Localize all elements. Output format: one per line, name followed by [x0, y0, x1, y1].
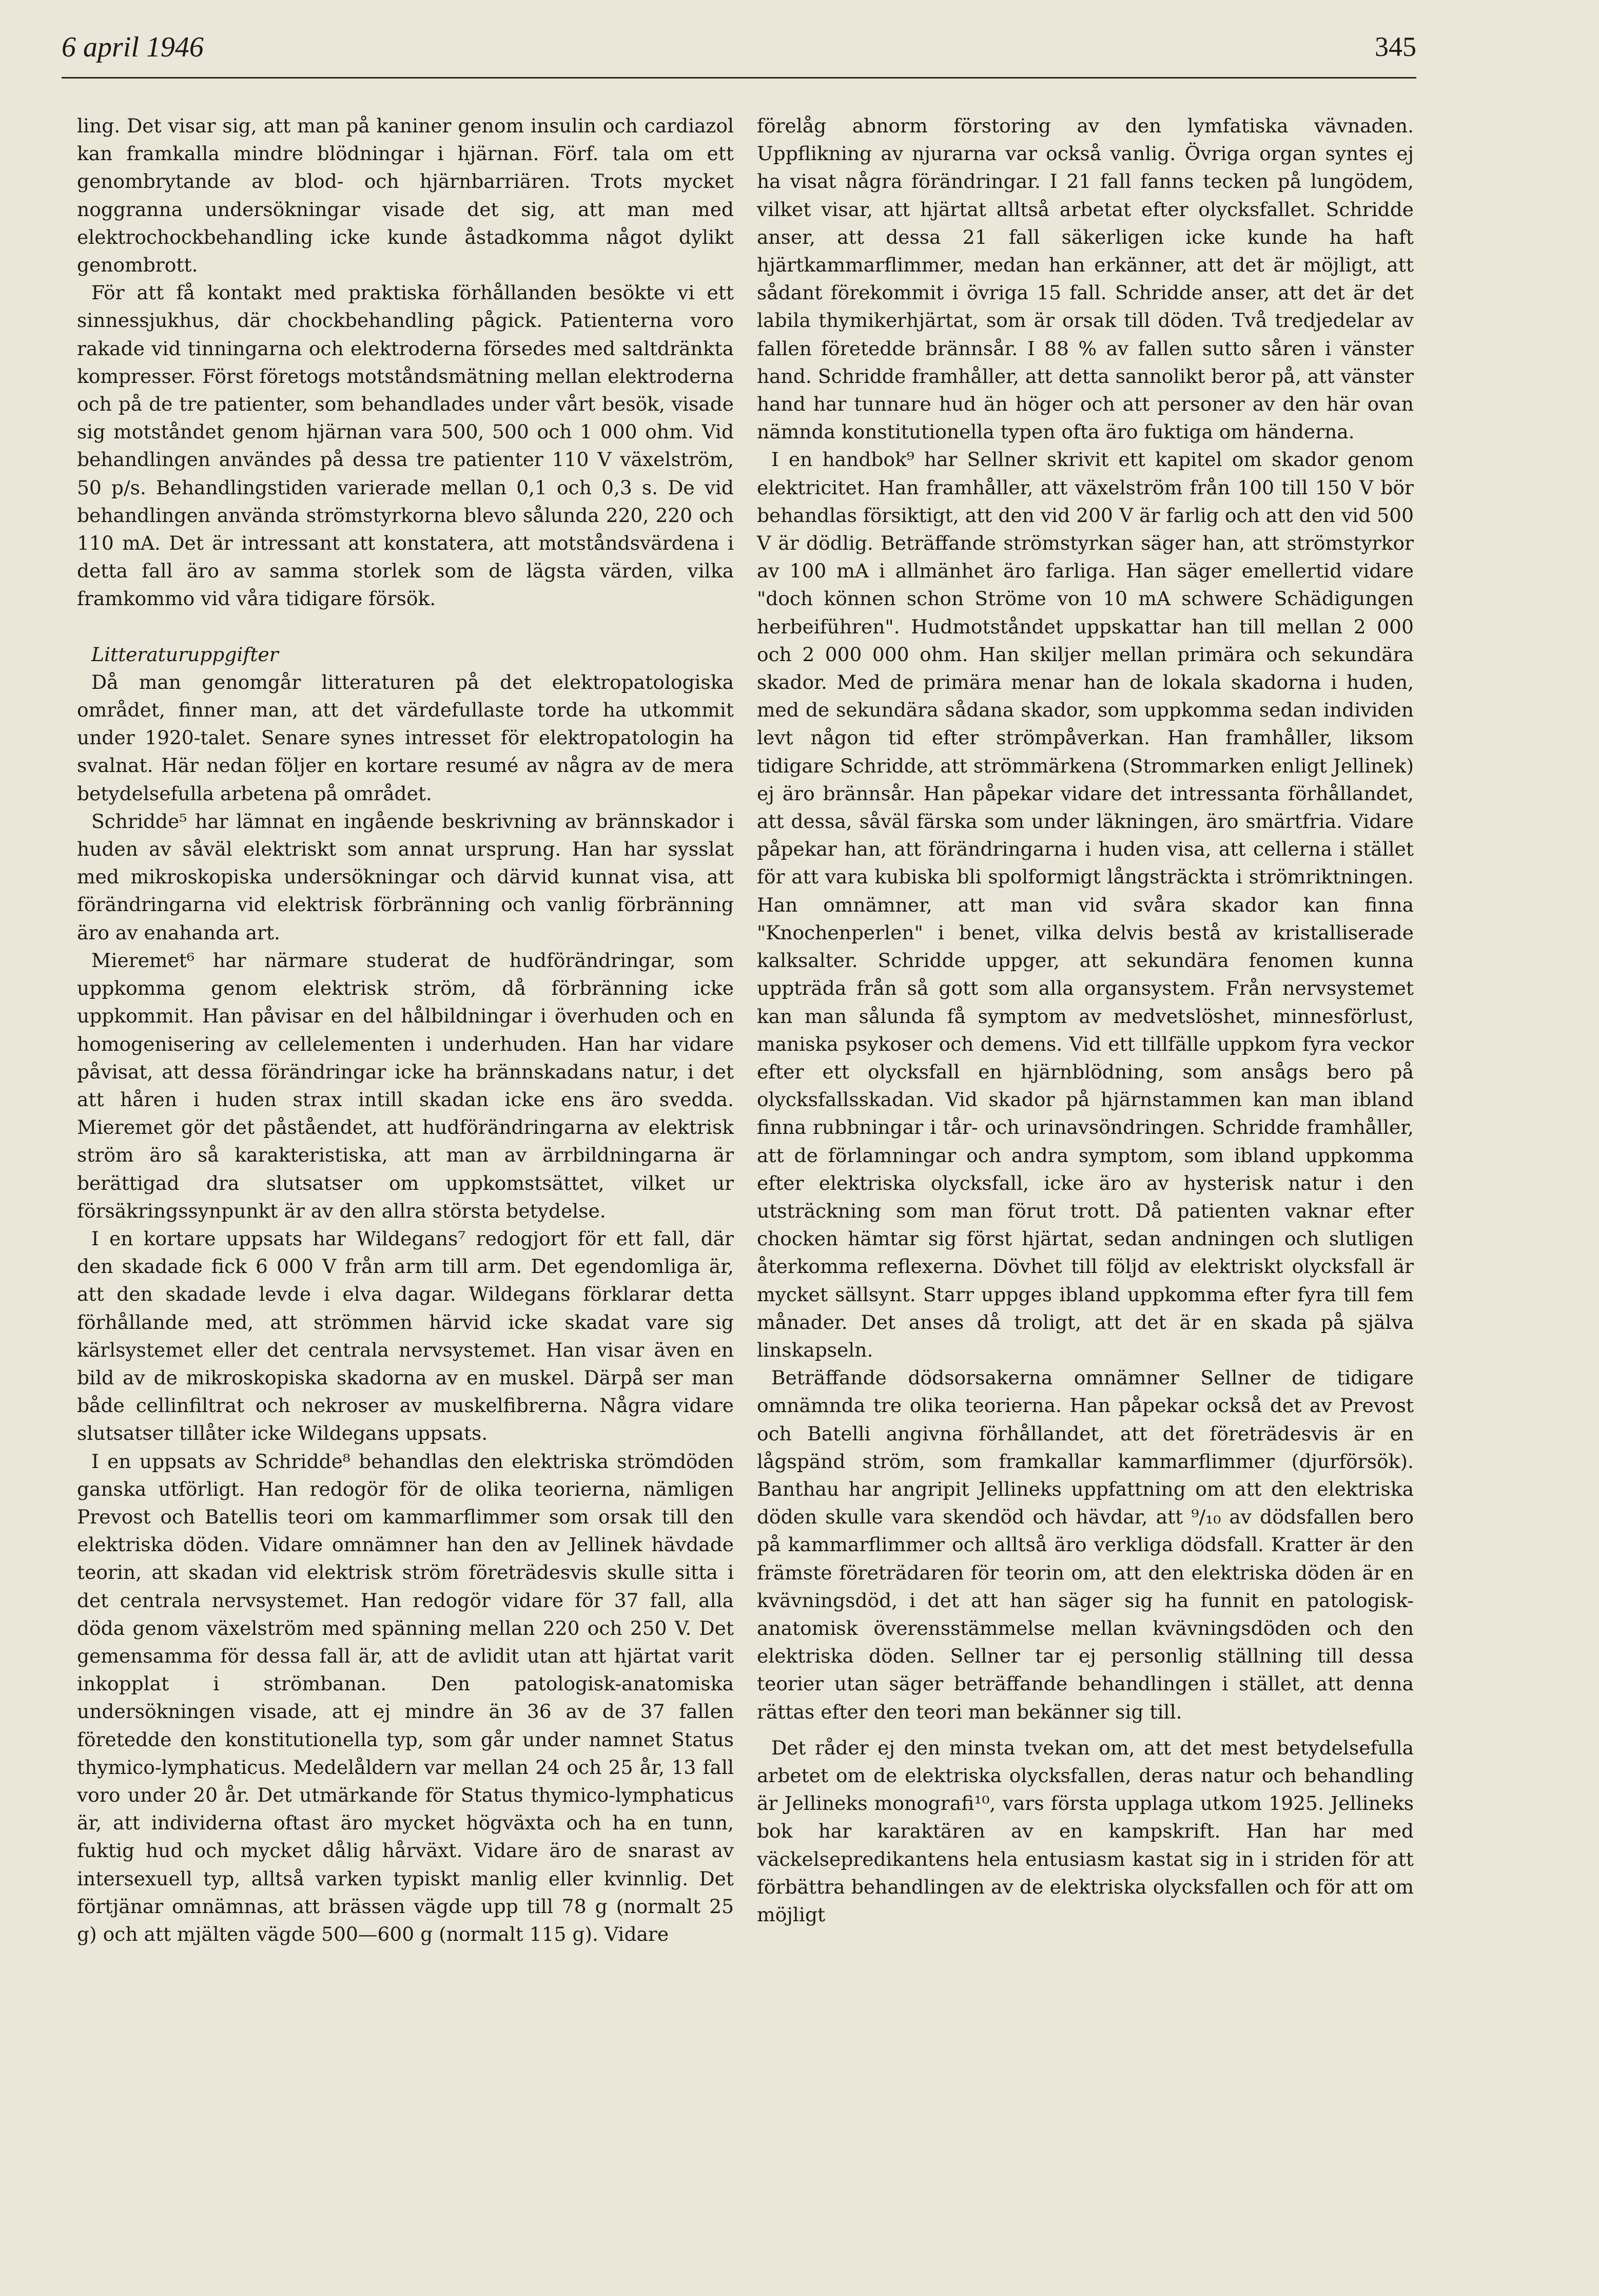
paragraph: I en kortare uppsats har Wildegans⁷ redogjort för ett fall, där den skadade fick 6 000 V från arm till arm. Det egendomliga är, att den skadade levde i elva dagar. Wildegans förklarar detta förhållande med, att strömmen härvid icke skadat vare sig kärlsystemet eller det centrala nervsystemet. Han visar även en bild av de mikroskopiska skadorna av en muskel. Därpå ser man både cellinfiltrat och nekroser av muskelfibrerna. Några vidare slutsatser tillåter icke Wildegans uppsats. [77, 1227, 734, 1445]
paragraph: Schridde⁵ har lämnat en ingående beskrivning av brännskador i huden av såväl elektriskt som annat ursprung. Han har sysslat med mikroskopiska undersökningar och därvid kunnat visa, att förändringarna vid elektrisk förbränning och vanlig förbränning äro av enahanda art. [77, 809, 734, 944]
paragraph: Beträffande dödsorsakerna omnämner Sellner de tidigare omnämnda tre olika teorierna. Han påpekar också det av Prevost och Batelli angivna förhållandet, att det företrädesvis är en lågspänd ström, som framkallar kammarflimmer (djurförsök). Banthau har angripit Jellineks uppfattning om att den elektriska döden skulle vara skendöd och hävdar, att ⁹/₁₀ av dödsfallen bero på kammarflimmer och alltså äro verkliga dödsfall. Kratter är den främste företrädaren för teorin om, att den elektriska döden är en kvävningsdöd, i det att han säger sig ha funnit en patologisk-anatomisk överensstämmelse mellan kvävningsdöden och den elektriska döden. Sellner tar ej personlig ställning till dessa teorier utan säger beträffande behandlingen i stället, att denna rättas efter den teori man bekänner sig till. [757, 1366, 1414, 1723]
right-column [757, 112, 1414, 1928]
paragraph: ling. Det visar sig, att man på kaniner genom insulin och cardiazol kan framkalla mindre blödningar i hjärnan. Förf. tala om ett genombrytande av blod- och hjärnbarriären. Trots mycket noggranna undersökningar visade det sig, att man med elektrochockbehandling icke kunde åstadkomma något dylikt genombrott. [77, 114, 734, 277]
issue-date: 6 april 1946 [62, 31, 204, 63]
paragraph: För att få kontakt med praktiska förhållanden besökte vi ett sinnessjukhus, där chockbehandling pågick. Patienterna voro rakade vid tinningarna och elektroderna försedes med saltdränkta kompresser. Först företogs motståndsmätning mellan elektroderna och på de tre patienter, som behandlades under vårt besök, visade sig motståndet genom hjärnan vara 500, 500 och 1 000 ohm. Vid behandlingen användes på dessa tre patienter 110 V växelström, 50 p/s. Behandlingstiden varierade mellan 0,1 och 0,3 s. De vid behandlingen använda strömstyrkorna blevo sålunda 220, 220 och 110 mA. Det är intressant att konstatera, att motståndsvärdena i detta fall äro av samma storlek som de lägsta värden, vilka framkommo vid våra tidigare försök. [77, 281, 734, 610]
paragraph: I en handbok⁹ har Sellner skrivit ett kapitel om skador genom elektricitet. Han framhåller, att växelström från 100 till 150 V bör behandlas försiktigt, att den vid 200 V är farlig och att den vid 500 V är dödlig. Beträffande strömstyrkan säger han, att strömstyrkor av 100 mA i allmänhet äro farliga. Han säger emellertid vidare "doch können schon Ströme von 10 mA schwere Schädigungen herbeiführen". Hudmotståndet uppskattar han till mellan 2 000 och 2 000 000 ohm. Han skiljer mellan primära och sekundära skador. Med de primära menar han de lokala skadorna i huden, med de sekundära sådana skador, som uppkomma sedan individen levt någon tid efter strömpåverkan. Han framhåller, liksom tidigare Schridde, att strömmärkena (Strommarken enligt Jellinek) ej äro brännsår. Han påpekar vidare det intressanta förhållandet, att dessa, såväl färska som under läkningen, äro smärtfria. Vidare påpekar han, att förändringarna i huden visa, att cellerna i stället för att vara kubiska bli spolformigt långsträckta i strömriktningen. Han omnämner, att man vid svåra skador kan finna "Knochenperlen" i benet, vilka delvis bestå av kristalliserade kalksalter. Schridde uppger, att sekundära fenomen kunna uppträda från så gott som alla organsystem. Från nervsystemet kan man sålunda få symptom av medvetslöshet, minnesförlust, maniska psykoser och demens. Vid ett tillfälle uppkom fyra veckor efter ett olycksfall en hjärnblödning, som ansågs bero på olycksfallsskadan. Vid skador på hjärnstammen kan man ibland finna rubbningar i tår- och urinavsöndringen. Schridde framhåller, att de förlamningar och andra symptom, som ibland uppkomma efter elektriska olycksfall, icke äro av hysterisk natur i den utsträckning som man förut trott. Då patienten vaknar efter chocken hämtar sig först hjärtat, sedan andningen och slutligen återkomma reflexerna. Dövhet till följd av elektriskt olycksfall är mycket sällsynt. Starr uppges ibland uppkomma efter fyra till fem månader. Det anses då troligt, att det är en skada på själva linskapseln. [757, 448, 1414, 1361]
section-heading: Litteraturuppgifter [91, 643, 279, 666]
paragraph: Då man genomgår litteraturen på det elektropatologiska området, finner man, att det värdefullaste torde ha utkommit under 1920-talet. Senare synes intresset för elektropatologin ha svalnat. Här nedan följer en kortare resumé av några av de mera betydelsefulla arbetena på området. [77, 670, 734, 805]
paragraph: Mieremet⁶ har närmare studerat de hudförändringar, som uppkomma genom elektrisk ström, då förbränning icke uppkommit. Han påvisar en del hålbildningar i överhuden och en homogenisering av cellelementen i underhuden. Han har vidare påvisat, att dessa förändringar icke ha brännskadans natur, i det att håren i huden strax intill skadan icke ens äro svedda. Mieremet gör det påståendet, att hudförändringarna av elektrisk ström äro så karakteristiska, att man av ärrbildningarna är berättigad dra slutsatser om uppkomstsättet, vilket ur försäkringssynpunkt är av den allra största betydelse. [77, 949, 734, 1222]
page-number: 345 [1375, 31, 1416, 62]
left-column [77, 112, 734, 1948]
page-header [62, 21, 1416, 79]
paragraph: I en uppsats av Schridde⁸ behandlas den elektriska strömdöden ganska utförligt. Han redogör för de olika teorierna, nämligen Prevost och Batellis teori om kammarflimmer som orsak till den elektriska döden. Vidare omnämner han den av Jellinek hävdade teorin, att skadan vid elektrisk ström företrädesvis skulle sitta i det centrala nervsystemet. Han redogör vidare för 37 fall, alla döda genom växelström med spänning mellan 220 och 250 V. Det gemensamma för dessa fall är, att de avlidit utan att hjärtat varit inkopplat i strömbanan. Den patologisk-anatomiska undersökningen visade, att ej mindre än 36 av de 37 fallen företedde den konstitutionella typ, som går under namnet Status thymico-lymphaticus. Medelåldern var mellan 24 och 25 år, 13 fall voro under 20 år. Det utmärkande för Status thymico-lymphaticus är, att individerna oftast äro mycket högväxta och ha en tunn, fuktig hud och mycket dålig hårväxt. Vidare äro de snarast av intersexuell typ, alltså varken typiskt manlig eller kvinnlig. Det förtjänar omnämnas, att brässen vägde upp till 78 g (normalt 25 g) och att mjälten vägde 500—600 g (normalt 115 g). Vidare [77, 1450, 734, 1945]
paragraph: Det råder ej den minsta tvekan om, att det mest betydelsefulla arbetet om de elektriska olycksfallen, deras natur och behandling är Jellineks monografi¹⁰, vars första upplaga utkom 1925. Jellineks bok har karaktären av en kampskrift. Han har med väckelsepredikantens hela entusiasm kastat sig in i striden för att förbättra behandlingen av de elektriska olycksfallen och för att om möjligt [757, 1736, 1414, 1926]
paragraph: förelåg abnorm förstoring av den lymfatiska vävnaden. Uppflikning av njurarna var också vanlig. Övriga organ syntes ej ha visat några förändringar. I 21 fall fanns tecken på lungödem, vilket visar, att hjärtat alltså arbetat efter olycksfallet. Schridde anser, att dessa 21 fall säkerligen icke kunde ha haft hjärtkammarflimmer, medan han erkänner, att det är möjligt, att sådant förekommit i övriga 15 fall. Schridde anser, att det är det labila thymikerhjärtat, som är orsak till döden. Två tredjedelar av fallen företedde brännsår. I 88 % av fallen sutto såren i vänster hand. Schridde framhåller, att detta sannolikt beror på, att vänster hand har tunnare hud än höger och att personer av den här ovan nämnda konstitutionella typen ofta äro fuktiga om händerna. [757, 114, 1414, 443]
